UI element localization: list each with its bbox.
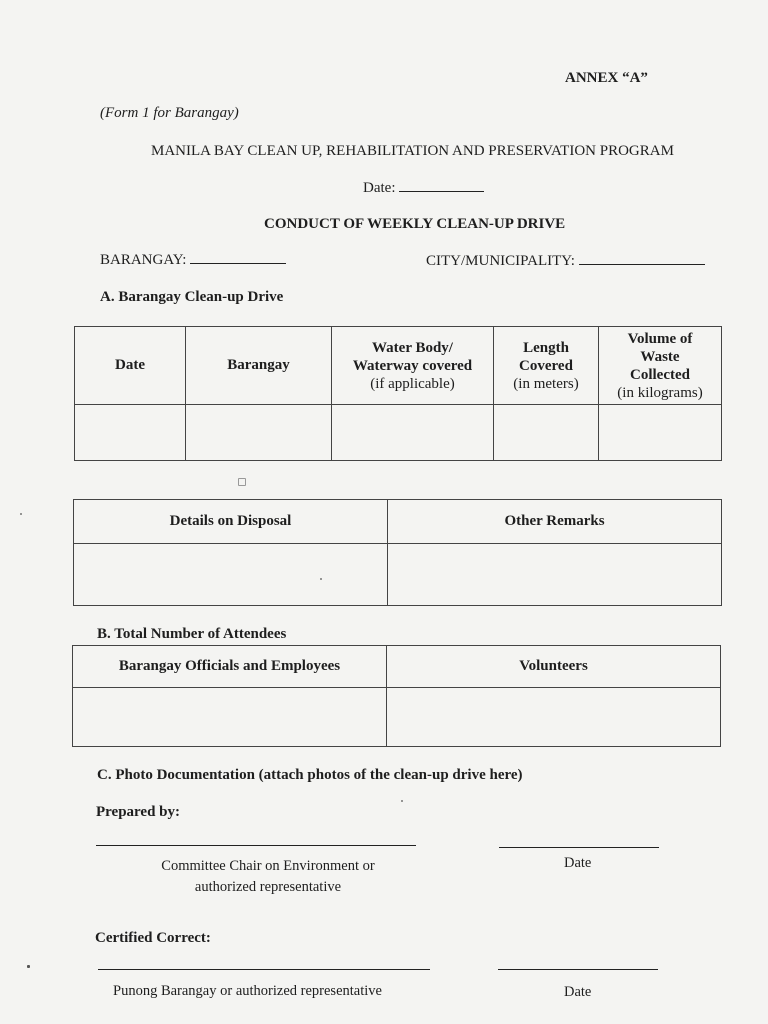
form-title: CONDUCT OF WEEKLY CLEAN-UP DRIVE <box>264 216 566 232</box>
header-line: Details on Disposal <box>169 513 292 529</box>
program-title: MANILA BAY CLEAN UP, REHABILITATION AND PRESERVATION PROGRAM <box>151 143 674 159</box>
header-line: Waste <box>640 348 680 365</box>
col-water-body <box>332 327 494 405</box>
col-length <box>494 327 599 405</box>
header-line: (if applicable) <box>370 375 455 392</box>
date-blank[interactable] <box>399 191 484 192</box>
section-c-title: C. Photo Documentation (attach photos of the clean-up drive here) <box>97 767 523 783</box>
date-label: Date: <box>363 180 396 196</box>
prepared-date-line[interactable] <box>499 847 659 848</box>
cell-officials[interactable] <box>73 688 387 747</box>
header-line: Collected <box>630 366 690 383</box>
header-line: Barangay <box>227 357 290 373</box>
scan-speck <box>27 965 30 968</box>
col-officials <box>73 646 387 688</box>
scan-speck <box>320 578 322 580</box>
certified-signatory: Punong Barangay or authorized representative <box>113 983 382 999</box>
header-line: Date <box>115 357 145 373</box>
cell-length[interactable] <box>494 405 599 461</box>
prepared-date-label: Date <box>564 855 592 871</box>
header-line: Covered <box>519 357 573 374</box>
certified-date-label: Date <box>564 984 592 1000</box>
barangay-label: BARANGAY: <box>100 252 187 268</box>
certified-signature-line[interactable] <box>98 969 430 970</box>
cell-barangay[interactable] <box>186 405 332 461</box>
header-line: Length <box>523 339 569 356</box>
certified-date-line[interactable] <box>498 969 658 970</box>
signatory-line: authorized representative <box>194 879 342 895</box>
header-line: Barangay Officials and Employees <box>118 658 341 674</box>
city-blank[interactable] <box>579 264 705 265</box>
prepared-signatory <box>96 856 440 898</box>
city-line <box>426 253 705 270</box>
form-label: (Form 1 for Barangay) <box>100 105 239 121</box>
cleanup-drive-table <box>74 326 722 461</box>
date-line <box>363 180 484 197</box>
annex-label: ANNEX “A” <box>565 70 648 86</box>
barangay-line <box>100 252 286 269</box>
scan-speck <box>238 478 246 486</box>
col-disposal <box>74 500 388 544</box>
header-line: Other Remarks <box>504 513 605 529</box>
section-a-title: A. Barangay Clean-up Drive <box>100 289 284 305</box>
col-volume <box>599 327 722 405</box>
signatory-line: Committee Chair on Environment or <box>161 858 375 874</box>
col-volunteers <box>387 646 721 688</box>
city-label: CITY/MUNICIPALITY: <box>426 253 575 269</box>
header-line: Volunteers <box>519 658 588 674</box>
certified-correct-label: Certified Correct: <box>95 930 211 946</box>
cell-volume[interactable] <box>599 405 722 461</box>
col-date <box>75 327 186 405</box>
scan-speck <box>20 513 22 515</box>
cell-volunteers[interactable] <box>387 688 721 747</box>
cell-date[interactable] <box>75 405 186 461</box>
cell-disposal[interactable] <box>74 544 388 606</box>
prepared-by-label: Prepared by: <box>96 804 181 820</box>
section-b-title: B. Total Number of Attendees <box>97 626 287 642</box>
prepared-signature-line[interactable] <box>96 845 416 846</box>
cell-water-body[interactable] <box>332 405 494 461</box>
header-line: (in kilograms) <box>617 384 703 401</box>
header-line: (in meters) <box>513 375 579 392</box>
header-line: Water Body/ <box>372 339 453 356</box>
col-remarks <box>388 500 722 544</box>
header-line: Waterway covered <box>352 357 473 374</box>
barangay-blank[interactable] <box>190 263 286 264</box>
header-line: Volume of <box>627 330 693 347</box>
col-barangay <box>186 327 332 405</box>
disposal-table <box>73 499 722 606</box>
scan-speck <box>401 800 403 802</box>
cell-remarks[interactable] <box>388 544 722 606</box>
attendees-table <box>72 645 721 747</box>
